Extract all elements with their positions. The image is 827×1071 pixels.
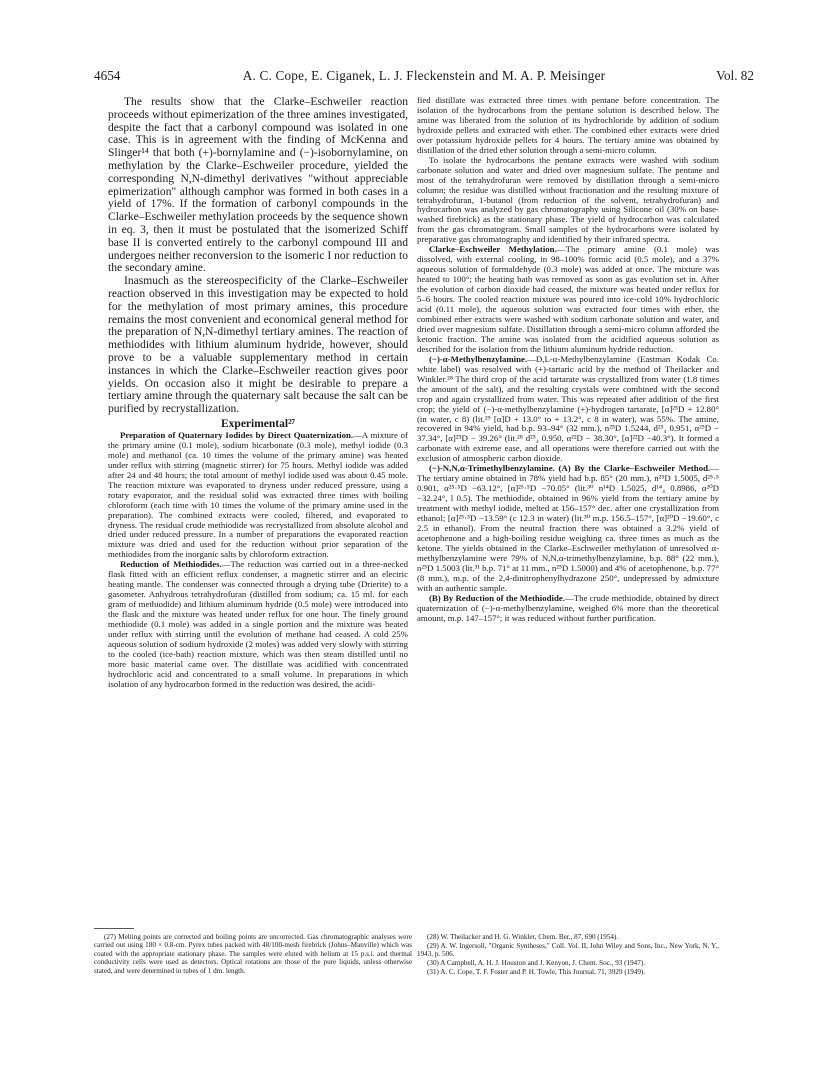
experimental-paragraph: To isolate the hydrocarbons the pentane extracts were washed with sodium carbonate solution and water and dried over magnesium sulfate. The pentane and most of the tetrahydrofuran were removed by distillation through a semi-micro column; the residue was distilled without fractionation and the resulting mixture of tetrahydrofuran, 1-butanol (from reduction of the solvent, tetrahydrofuran) and hydrocarbon was analyzed by gas chromatography using Silicone oil (30% on base-washed firebrick) as the stationary phase. The yield of hydrocarbon was calculated from the gas chromatogram. Small samples of the hydrocarbons were isolated by preparative gas chromatography and identified by their infrared spectra. [417,154,719,245]
left-column [108,96,408,690]
body-paragraph: The results show that the Clarke–Eschweiler reaction proceeds without epimerization of the three amines investigated, despite the fact that a carbonyl compound was isolated in one case. This is in agreement with the finding of McKenna and Slinger¹⁴ that both (+)-bornylamine and (−)-isobornylamine, on methylation by the Clarke–Eschweiler procedure, yielded the corresponding N,N-dimethyl derivatives "without appreciable epimerization" although camphor was formed in both cases in a yield of 17%. If the formation of carbonyl compounds in the Clarke–Eschweiler methylation proceeds by the sequence shown in eq. 3, then it must be postulated that the isomerized Schiff base II is converted entirely to the carbonyl compound III and undergoes neither reconversion to the isomeric I nor reduction to the secondary amine. [108,96,408,275]
footnote: (27) Melting points are corrected and boiling points are uncorrected. Gas chromatographic analyses were carried out using 180 × 0.8-cm. Pyrex tubes packed with 48/100-mesh firebrick (Johns–Manville) which was coated with the appropriate stationary phase. The samples were eluted with helium at 15 p.s.i. and thermal conductivity cells were used as detectors. Optical rotations are those of the pure liquids, unless otherwise stated, and were determined in tubes of 1 dm. length. [94,933,412,975]
paragraph-title: (B) By Reduction of the Methiodide. [429,592,565,603]
experimental-paragraph [417,355,719,464]
footnote: (29) A. W. Ingersoll, "Organic Syntheses," Coll. Vol. II, John Wiley and Sons, Inc., New York, N. Y., 1943, p. 506. [417,942,719,959]
paragraph-text: —The primary amine (0.1 mole) was dissolved, with external cooling, in 98–100% formic acid (0.5 mole), and a 37% aqueous solution of formaldehyde (0.3 mole) was added at once. The mixture was heated to 100°; the heating bath was removed as soon as gas evolution set in. After the evolution of carbon dioxide had ceased, the mixture was heated under reflux for 5–6 hours. The cooled reaction mixture was poured into ice-cold 10% hydrochloric acid (0.11 mole), the aqueous solution was extracted four times with ether, the combined ether extracts were washed with sodium carbonate solution and water, and dried over magnesium sulfate. Distillation through a semi-micro column afforded the ketonic fraction. The amine was isolated from the acidified aqueous solution as described for the isolation from the lithium aluminum hydride reduction. [417,244,720,354]
paragraph-title: Reduction of Methiodides. [120,559,222,570]
right-column [417,96,719,624]
experimental-paragraph: fied distillate was extracted three times with pentane before concentration. The isolation of the hydrocarbons from the pentane solution is described below. The amine was liberated from the solution of its hydrochloride by addition of sodium hydroxide pellets and extracted with ether. The combined ether extracts were dried over potassium hydroxide pellets for 4 hours. The tertiary amine was obtained by distillation of the dried ether solution through a semi-micro column. [417,95,719,155]
section-heading: Experimental²⁷ [221,417,295,430]
footnote: (30) A Campbell, A. H. J. Houston and J. Kenyon, J. Chem. Soc., 93 (1947). [427,959,645,968]
paragraph-text: —The tertiary amine obtained in 78% yield had b.p. 85° (20 mm.), n²⁵D 1.5005, d²⁵·⁵ 0.901, α²⁵·⁵D −63.12°, [α]²⁵·⁵D −70.05° (lit.³⁰ n¹⁴D 1.5025, d¹⁴₄ 0.8986, α²⁰D −32.24°, l 0.5). The methiodide, obtained in 96% yield from the tertiary amine by treatment with methyl iodide, melted at 156–157° dec. after one crystallization from ethanol; [α]²⁵·⁵D −13.59° (c 12.3 in water) (lit.³⁰ m.p. 156.5–157°, [α]²⁰D −19.60°, c 2.5 in ethanol). From the neutral fraction there was obtained a 3.2% yield of acetophenone and a high-boiling residue weighing ca. three times as much as the ketone. The yields obtained in the Clarke–Eschweiler methylation of unresolved α-methylbenzylamine were 79% of N,N,α-trimethylbenzylamine, b.p. 88° (22 mm.), n²⁵D 1.5003 (lit.³¹ b.p. 71° at 11 mm., n²⁵D 1.5000) and 4% of acetophenone, b.p. 77° (8 mm.), m.p. of the 2,4-dinitrophenylhydrazone 250°, undepressed by admixture with an authentic sample. [417,463,719,593]
paragraph-title: Clarke–Eschweiler Methylation. [429,244,557,255]
page-number: 4654 [94,68,121,83]
experimental-paragraph [417,245,719,354]
footnotes-left [94,933,412,976]
footnote: (31) A. C. Cope, T. F. Foster and P. H. Towle, This Journal, 71, 3929 (1949). [427,968,646,977]
paragraph-text: —The reduction was carried out in a three-necked flask fitted with an efficient reflux condenser, a magnetic stirrer and an electric heating mantle. The condenser was connected through a drying tube (Drierite) to a gasometer. Anhydrous tetrahydrofuran (distilled from sodium; ca. 15 ml. for each gram of methiodide) and lithium aluminum hydride (0.5 mole) were introduced into the flask and the mixture was heated under reflux for one hour. The finely ground methiodide (0.1 mole) was added in a single portion and the mixture was heated under reflux with stirring until the evolution of methane had ceased. A cold 25% aqueous solution of sodium hydroxide (2 moles) was added very slowly with stirring to the cooled (ice-bath) reaction mixture, which was then steam distilled until no more basic material came over. The distillate was acidified with concentrated hydrochloric acid and concentrated to a small volume. In preparations in which isolation of any hydrocarbon formed in the reduction was desired, the acidi- [108,559,408,689]
experimental-paragraph [108,560,408,689]
experimental-paragraph [108,431,408,560]
paragraph-text: —D,L-α-Methylbenzylamine (Eastman Kodak Co. white label) was resolved with (+)-tartaric acid by the method of Theilacker and Winkler.²⁸ The third crop of the acid tartarate was crystallized from water (1.8 times the amount of the salt), and the resulting crystals were combined with the second crop and again crystallized from water. This was repeated after addition of the first crop; the yield of (−)-α-methylbenzylamine (+)-hydrogen tartarate, [α]²⁵D + 12.80° (in water, c 8) (lit.²⁹ [α]D + 13.0° to + 13.2°, c 8 in water), was 55%. The amine, recovered in 94% yield, had b.p. 93–94° (32 mm.), n²⁵D 1.5244, d²⁵₄ 0.951, α²⁵D − 37.34°, [α]²⁵D − 39.26° (lit.²⁸ d²⁵₄ 0.950, α²²D − 38.30°, [α]²²D −40.3°). It formed a carbonate with extreme ease, and all operations were therefore carried out with the exclusion of atmospheric carbon dioxide. [417,353,719,464]
footnote: (28) W. Theilacker and H. G. Winkler, Chem. Ber., 87, 690 (1954). [427,933,619,941]
page-header [94,68,754,84]
experimental-paragraph [417,464,719,593]
body-paragraph: Inasmuch as the stereospecificity of the Clarke–Eschweiler reaction observed in this investigation may be expected to hold for the methylation of most primary amines, this procedure remains the most convenient and economical general method for the preparation of N,N-dimethyl tertiary amines. The reaction of methiodides with lithium aluminum hydride, however, should prove to be a valuable supplementary method in certain instances in which the Clarke–Eschweiler reaction gives poor yields. On occasion also it might be desirable to prepare a tertiary amine through the quaternary salt because the salt can be purified by recrystallization. [108,275,408,416]
footnote-rule [94,928,134,929]
paragraph-text: —A mixture of the primary amine (0.1 mole), sodium bicarbonate (0.3 mole), methyl iodide (0.3 mole) and methanol (ca. 10 times the volume of the primary amine) was heated under reflux with stirring (magnetic stirrer) for 75 hours. Methyl iodide was added after 24 and 48 hours; the total amount of methyl iodide used was about 0.45 mole. The reaction mixture was evaporated to dryness under reduced pressure, using a rotary evaporator, and the residual solid was extracted three times with boiling chloroform (each time with 10 times the volume of the primary amine used in the preparation). The combined extracts were cooled, filtered, and evaporated to dryness. The residual crude methiodide was recrystallized from absolute alcohol and dried under reduced pressure. In a number of preparations the evaporated reaction mixture was dried and used for the reduction without prior separation of the methiodides from the inorganic salts by chloroform extraction. [108,429,408,560]
volume-label: Vol. 82 [716,68,754,83]
footnotes-right [417,933,719,977]
experimental-paragraph [417,594,719,624]
paragraph-title: (−)-N,N,α-Trimethylbenzylamine. (A) By the Clarke–Eschweiler Method. [429,463,711,474]
paragraph-text: —The crude methiodide, obtained by direct quaternization of (−)-α-methylbenzylamine, weighed 6% more than the theoretical amount, m.p. 147–157°; it was reduced without further purification. [417,592,719,623]
paragraph-title: (−)-α-Methylbenzylamine. [429,353,528,364]
paragraph-title: Preparation of Quaternary Iodides by Direct Quaternization. [120,429,354,440]
running-authors: A. C. Cope, E. Ciganek, L. J. Fleckenstein and M. A. P. Meisinger [242,68,606,83]
